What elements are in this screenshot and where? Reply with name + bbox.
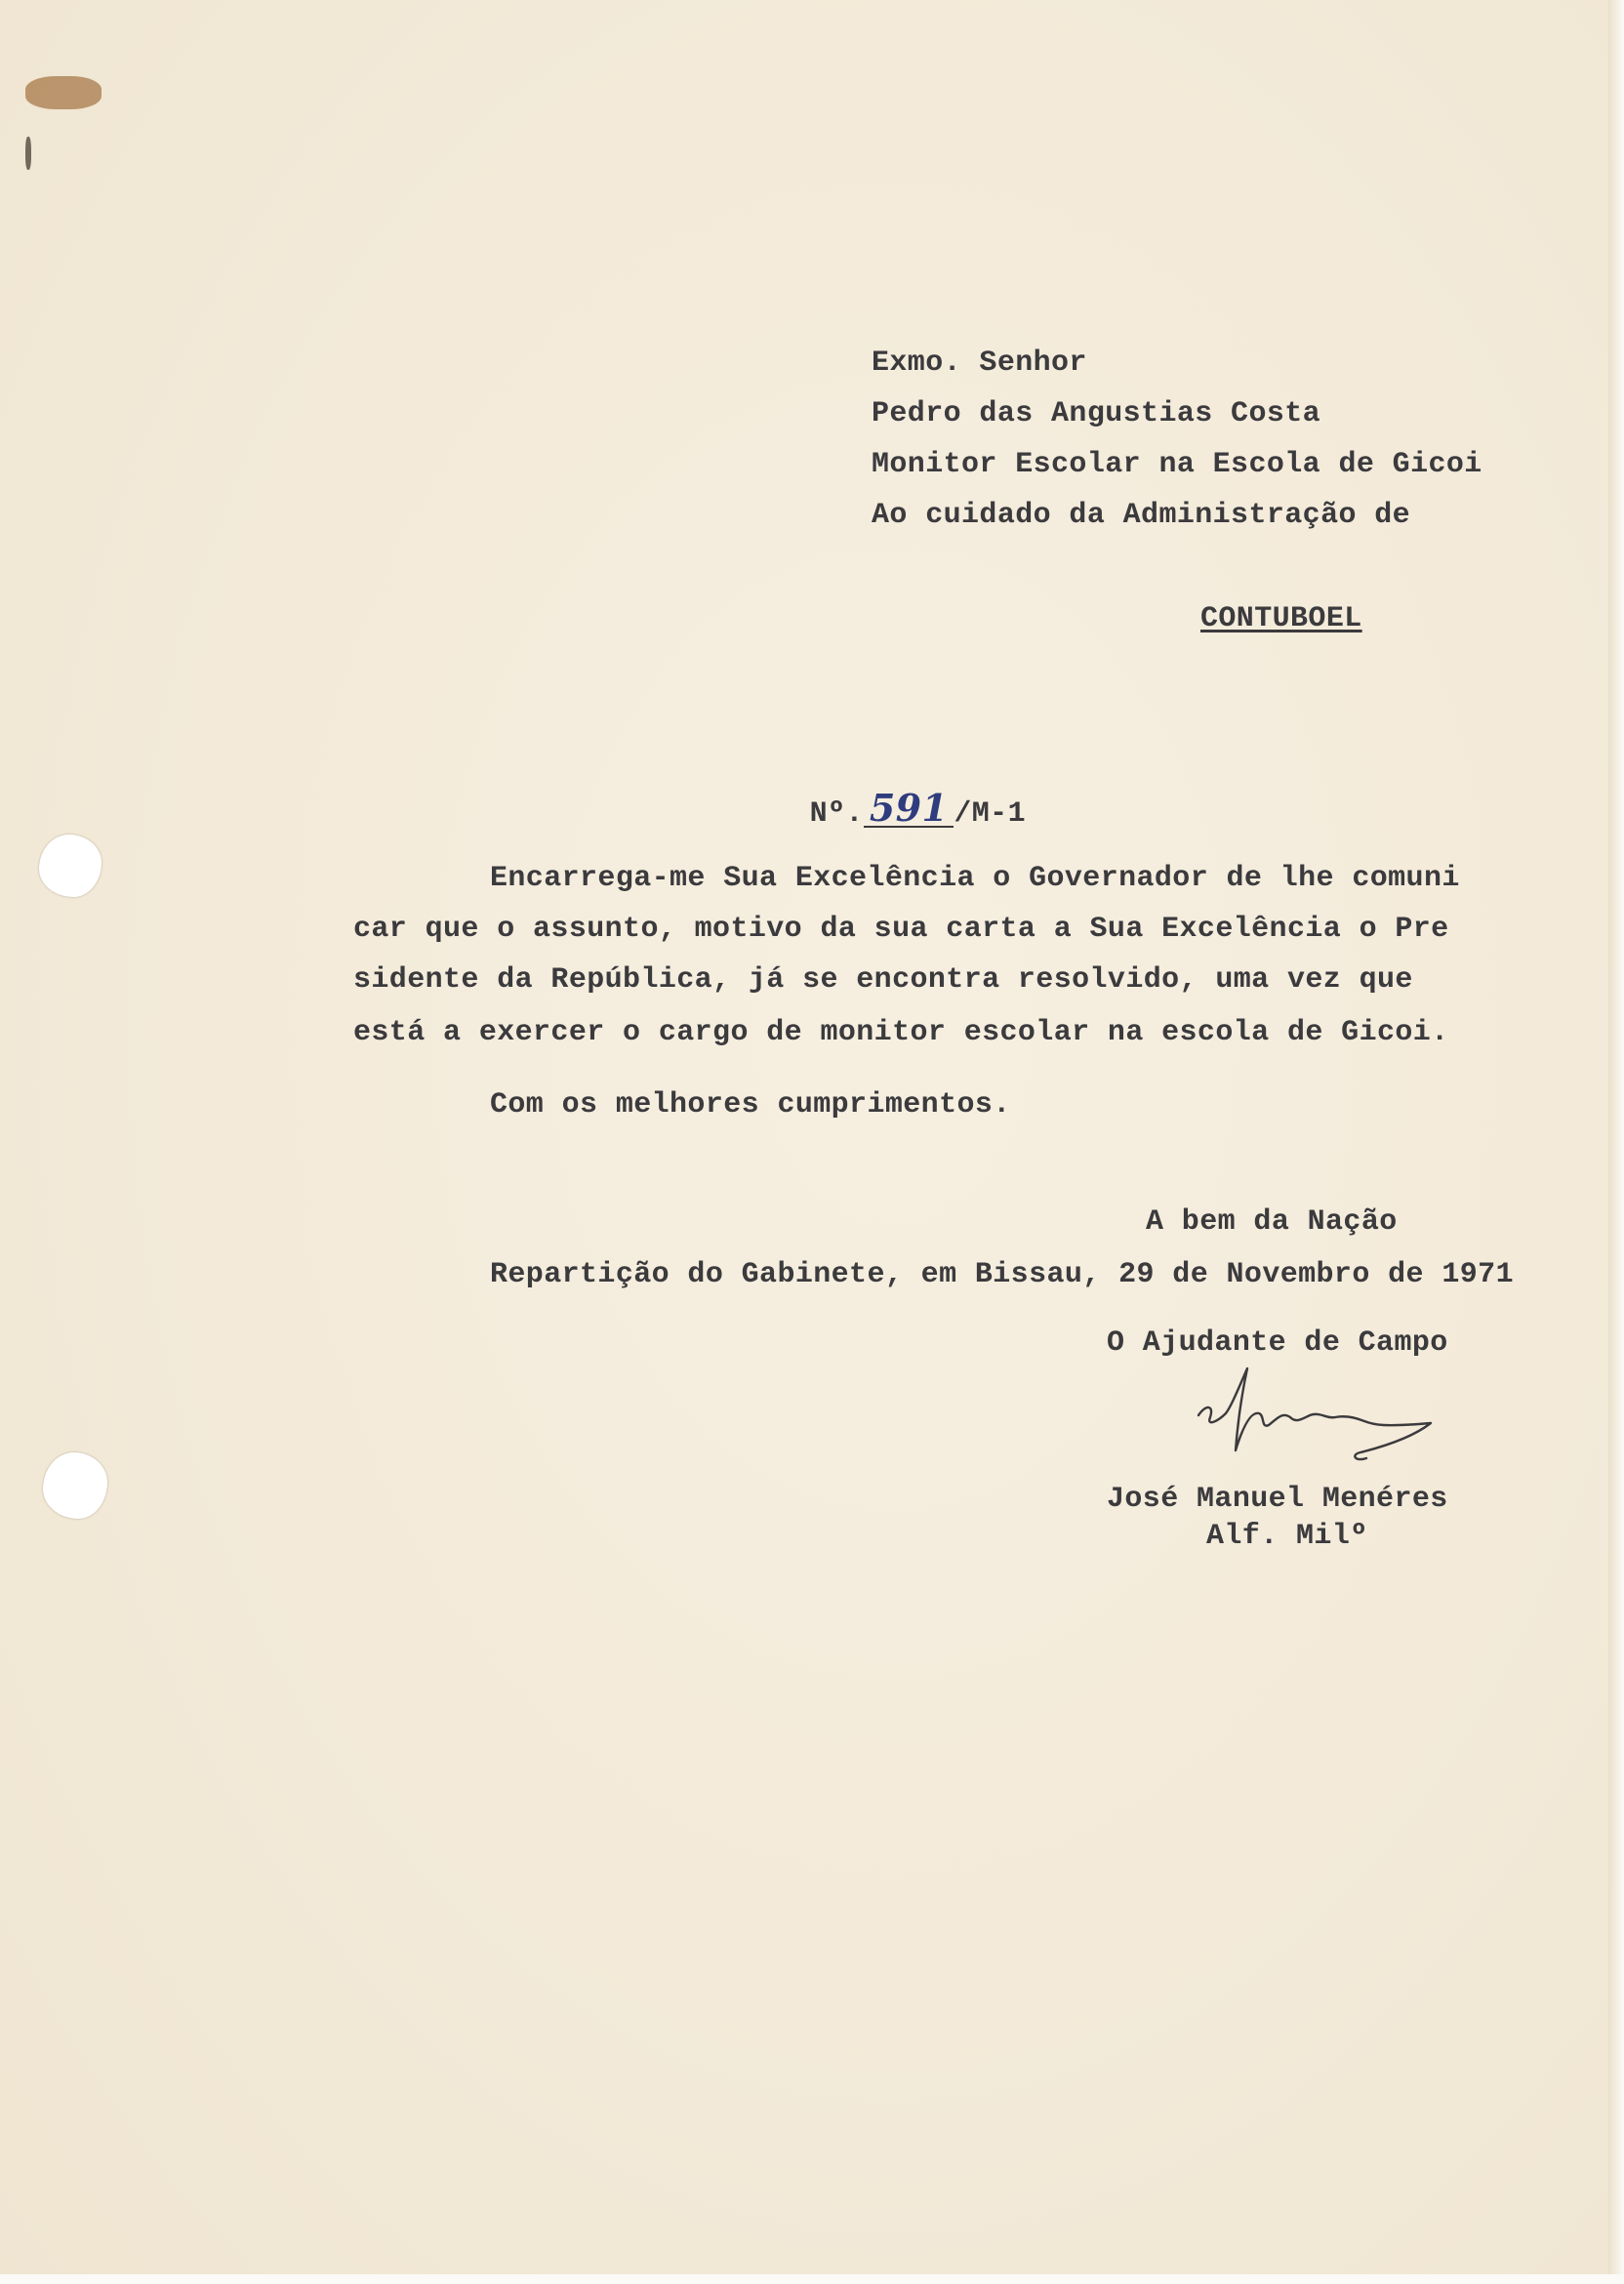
- recipient-name: Pedro das Angustias Costa: [872, 397, 1321, 430]
- recipient-role: Monitor Escolar na Escola de Gicoi: [872, 448, 1482, 481]
- staple-rust-mark: [25, 76, 102, 109]
- paper-edge-bottom: [0, 2274, 1624, 2284]
- reference-prefix: Nº.: [809, 797, 864, 831]
- recipient-salutation: Exmo. Senhor: [872, 347, 1087, 380]
- closing-greeting: Com os melhores cumprimentos.: [490, 1088, 1011, 1122]
- body-line-4: está a exercer o cargo de monitor escolar na escola de Gicoi.: [353, 1016, 1449, 1049]
- handwritten-reference-number: 591: [864, 791, 954, 828]
- body-line-3: sidente da República, já se encontra resolvido, uma vez que: [353, 963, 1413, 997]
- signer-name: José Manuel Menéres: [1107, 1483, 1448, 1516]
- signer-rank: Alf. Milº: [1206, 1520, 1368, 1553]
- recipient-place: CONTUBOEL: [1200, 602, 1362, 635]
- paper-edge-right: [1608, 0, 1624, 2284]
- motto: A bem da Nação: [1146, 1205, 1398, 1239]
- handwritten-signature: [1189, 1357, 1462, 1474]
- staple-rust-mark-small: [25, 137, 31, 170]
- body-line-2: car que o assunto, motivo da sua carta a Sua Excelência o Pre: [353, 913, 1449, 946]
- recipient-care-of: Ao cuidado da Administração de: [872, 499, 1411, 532]
- signer-title: O Ajudante de Campo: [1107, 1326, 1448, 1360]
- punch-hole-bottom: [43, 1452, 107, 1519]
- place-and-date: Repartição do Gabinete, em Bissau, 29 de Novembro de 1971: [490, 1258, 1514, 1291]
- body-line-1: Encarrega-me Sua Excelência o Governador de lhe comuni: [490, 862, 1460, 895]
- punch-hole-top: [39, 835, 102, 897]
- reference-suffix: /M-1: [954, 797, 1026, 831]
- reference-number: [738, 755, 1026, 867]
